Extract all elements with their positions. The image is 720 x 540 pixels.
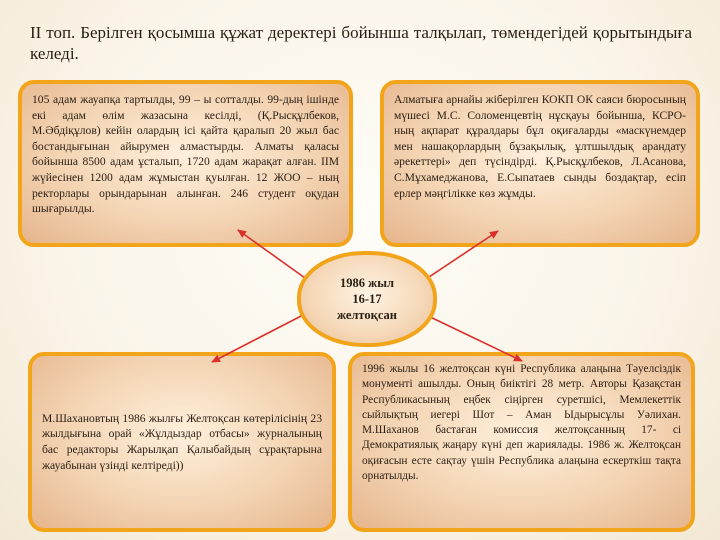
box-monument-commemoration: 1996 жылы 16 желтоқсан күні Республика алаңына Тәуелсіздік монументі ашылды. Оның биіктігі 28 метр. Авторы Қазақстан Республикасының еңбек сіңірген суретшісі, Мемлекеттік сыйлықтың иегері Шот – Аман Ыдырысұлы Уәлихан. М.Шаханов бастаған комиссия желтоқсанның 17- сі Демократиялық жаңару күні деп жариялады. 1986 ж. Желтоқсан оқиғасын есте сақтау үшін Республика алаңына ескерткіш тақта орнатылды. bbox=[348, 352, 695, 532]
box-arrests-consequences: 105 адам жауапқа тартылды, 99 – ы сотталды. 99-дың ішінде екі адам өлім жазасына кесілді, (Қ.Рысқұлбеков, М.Әбдіқұлов) кейін олардың ісі қайта қаралып 20 жыл бас бостандығынан айырумен алмастырды. Алматы қаласы бойынша 8500 адам ұсталып, 1720 адам жарақат алған. ІІМ жүйесінен 1200 адам жұмыстан қуылған. 12 ЖОО – ның ректорлары орындарынан алынған. 246 студент оқудан шығарылды. bbox=[18, 80, 353, 247]
slide-heading: ІІ топ. Берілген қосымша құжат деректері бойынша талқылап, төмендегідей қорытындыға келеді. bbox=[30, 23, 692, 63]
center-year: 1986 жыл bbox=[340, 276, 394, 290]
box-official-interpretation: Алматыға арнайы жіберілген КОКП ОК саяси бюросының мүшесі М.С. Соломенцевтің нұсқауы бойынша, КСРО-ның ақпарат құралдары бұл оқиғаларды «маскүнемдер мен нашақорлардың бұзақылық, ұлтшылдық арандату әрекеттері» деп түсіндірді. Қ.Рысқұлбеков, Л.Асанова, С.Мұхамеджанова, Е.Сыпатаев сынды боздақтар, есіп ерлер мәңгілікке көз жұмды. bbox=[380, 80, 700, 247]
box-shakhanov-interview bbox=[28, 352, 336, 532]
box-shakhanov-interview-text: М.Шахановтың 1986 жылғы Желтоқсан көтерілісінің 23 жылдығына орай «Жұлдыздар отбасы» журналының бас редакторы Жарылқап Қалыбайдың сұрақтарына жауабынан үзінді келтіреді)) bbox=[42, 411, 322, 472]
center-month: желтоқсан bbox=[336, 308, 398, 322]
center-dates: 16-17 bbox=[352, 292, 382, 306]
center-event-node bbox=[297, 251, 437, 347]
